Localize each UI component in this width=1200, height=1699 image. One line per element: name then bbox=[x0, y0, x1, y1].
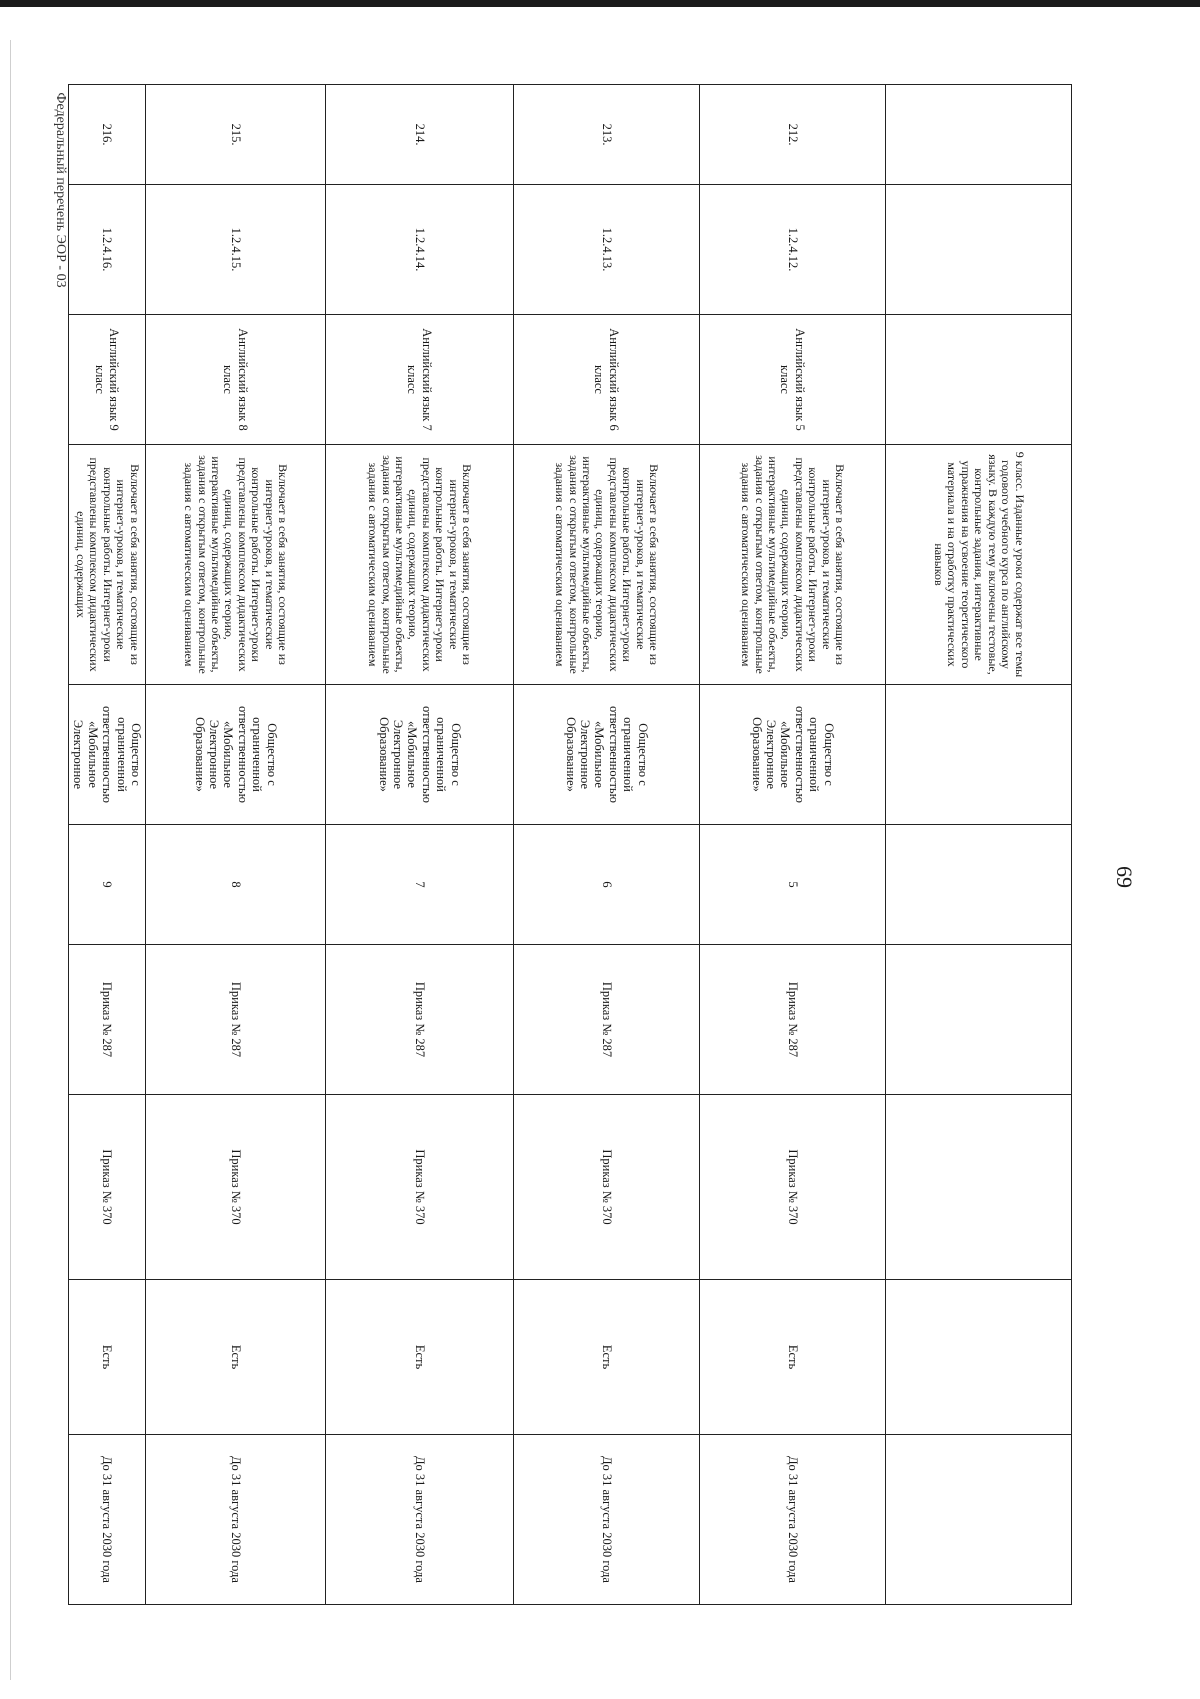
cell-number: 216. bbox=[69, 85, 146, 185]
table-row bbox=[514, 85, 700, 1605]
table-row bbox=[326, 85, 514, 1605]
cell-number: 214. bbox=[326, 85, 514, 185]
cell-description: Включает в себя занятия, состоящие из интернет-уроков, и тематические контрольные работы. Интернет-уроки представлены комплексом дидактических единиц, содержащих bbox=[69, 445, 146, 685]
cell-order-287 bbox=[886, 945, 1072, 1095]
cell-title: Английский язык 7 класс bbox=[326, 315, 514, 445]
cell-code: 1.2.4.16. bbox=[69, 185, 146, 315]
cell-title: Английский язык 9 класс bbox=[69, 315, 146, 445]
cell-code: 1.2.4.14. bbox=[326, 185, 514, 315]
cell-order-287: Приказ № 287 bbox=[514, 945, 700, 1095]
cell-organization: Общество с ограниченной ответственностью «Мобильное Электронное Образование» bbox=[326, 685, 514, 825]
scan-left-edge bbox=[10, 40, 11, 1680]
cell-order-287: Приказ № 287 bbox=[326, 945, 514, 1095]
cell-organization: Общество с ограниченной ответственностью «Мобильное Электронное Образование» bbox=[514, 685, 700, 825]
cell-title: Английский язык 6 класс bbox=[514, 315, 700, 445]
cell-order-370 bbox=[886, 1095, 1072, 1280]
cell-code: 1.2.4.15. bbox=[146, 185, 326, 315]
cell-description: Включает в себя занятия, состоящие из интернет-уроков, и тематические контрольные работы. Интернет-уроки представлены комплексом дидактических единиц, содержащих теорию, интерактивные мультимедийные объекты, задания с открытым ответом, контрольные задания с автоматическим оцениванием bbox=[326, 445, 514, 685]
cell-organization: Общество с ограниченной ответственностью «Мобильное Электронное Образование» bbox=[146, 685, 326, 825]
cell-order-287: Приказ № 287 bbox=[146, 945, 326, 1095]
cell-grade: 6 bbox=[514, 825, 700, 945]
cell-grade: 9 bbox=[69, 825, 146, 945]
cell-grade bbox=[886, 825, 1072, 945]
cell-organization: Общество с ограниченной ответственностью «Мобильное Электронное Образование» bbox=[700, 685, 886, 825]
cell-availability: Есть bbox=[146, 1280, 326, 1435]
cell-availability: Есть bbox=[514, 1280, 700, 1435]
cell-description: Включает в себя занятия, состоящие из интернет-уроков, и тематические контрольные работы. Интернет-уроки представлены комплексом дидактических единиц, содержащих теорию, интерактивные мультимедийные объекты, задания с открытым ответом, контрольные задания с автоматическим оцениванием bbox=[146, 445, 326, 685]
cell-availability: Есть bbox=[700, 1280, 886, 1435]
cell-order-370: Приказ № 370 bbox=[146, 1095, 326, 1280]
cell-number: 212. bbox=[700, 85, 886, 185]
cell-term: До 31 августа 2030 года bbox=[146, 1435, 326, 1605]
rotated-table-wrapper bbox=[71, 84, 1072, 1604]
cell-organization: Общество с ограниченной ответственностью «Мобильное Электронное bbox=[69, 685, 146, 825]
cell-grade: 7 bbox=[326, 825, 514, 945]
cell-code: 1.2.4.13. bbox=[514, 185, 700, 315]
cell-availability: Есть bbox=[326, 1280, 514, 1435]
cell-organization bbox=[886, 685, 1072, 825]
cell-term: До 31 августа 2030 года bbox=[514, 1435, 700, 1605]
cell-order-287: Приказ № 287 bbox=[69, 945, 146, 1095]
cell-number bbox=[886, 85, 1072, 185]
cell-title: Английский язык 5 класс bbox=[700, 315, 886, 445]
cell-grade: 8 bbox=[146, 825, 326, 945]
cell-number: 213. bbox=[514, 85, 700, 185]
table-row bbox=[886, 85, 1072, 1605]
cell-title bbox=[886, 315, 1072, 445]
cell-grade: 5 bbox=[700, 825, 886, 945]
cell-title: Английский язык 8 класс bbox=[146, 315, 326, 445]
cell-number: 215. bbox=[146, 85, 326, 185]
cell-order-370: Приказ № 370 bbox=[514, 1095, 700, 1280]
cell-description: 9 класс. Изданные уроки содержат все темы годового учебного курса по английскому языку. В каждую тему включены тестовые, контрольные задания, интерактивные упражнения на усвоение теоретического материала и на отработку практических навыков bbox=[886, 445, 1072, 685]
table-row bbox=[69, 85, 146, 1605]
cell-order-370: Приказ № 370 bbox=[326, 1095, 514, 1280]
table-row bbox=[700, 85, 886, 1605]
cell-order-287: Приказ № 287 bbox=[700, 945, 886, 1095]
cell-term: До 31 августа 2030 года bbox=[326, 1435, 514, 1605]
page-number: 69 bbox=[1112, 866, 1137, 888]
cell-code: 1.2.4.12. bbox=[700, 185, 886, 315]
resource-registry-table bbox=[68, 84, 1072, 1605]
cell-term bbox=[886, 1435, 1072, 1605]
cell-availability: Есть bbox=[69, 1280, 146, 1435]
cell-description: Включает в себя занятия, состоящие из интернет-уроков, и тематические контрольные работы. Интернет-уроки представлены комплексом дидактических единиц, содержащих теорию, интерактивные мультимедийные объекты, задания с открытым ответом, контрольные задания с автоматическим оцениванием bbox=[514, 445, 700, 685]
document-footer: Федеральный перечень ЭОР - 03 bbox=[53, 92, 68, 288]
cell-term: До 31 августа 2030 года bbox=[69, 1435, 146, 1605]
cell-order-370: Приказ № 370 bbox=[69, 1095, 146, 1280]
cell-order-370: Приказ № 370 bbox=[700, 1095, 886, 1280]
cell-description: Включает в себя занятия, состоящие из интернет-уроков, и тематические контрольные работы. Интернет-уроки представлены комплексом дидактических единиц, содержащих теорию, интерактивные мультимедийные объекты, задания с открытым ответом, контрольные задания с автоматическим оцениванием bbox=[700, 445, 886, 685]
table-row bbox=[146, 85, 326, 1605]
cell-code bbox=[886, 185, 1072, 315]
scan-top-edge bbox=[0, 0, 1200, 7]
cell-term: До 31 августа 2030 года bbox=[700, 1435, 886, 1605]
cell-availability bbox=[886, 1280, 1072, 1435]
